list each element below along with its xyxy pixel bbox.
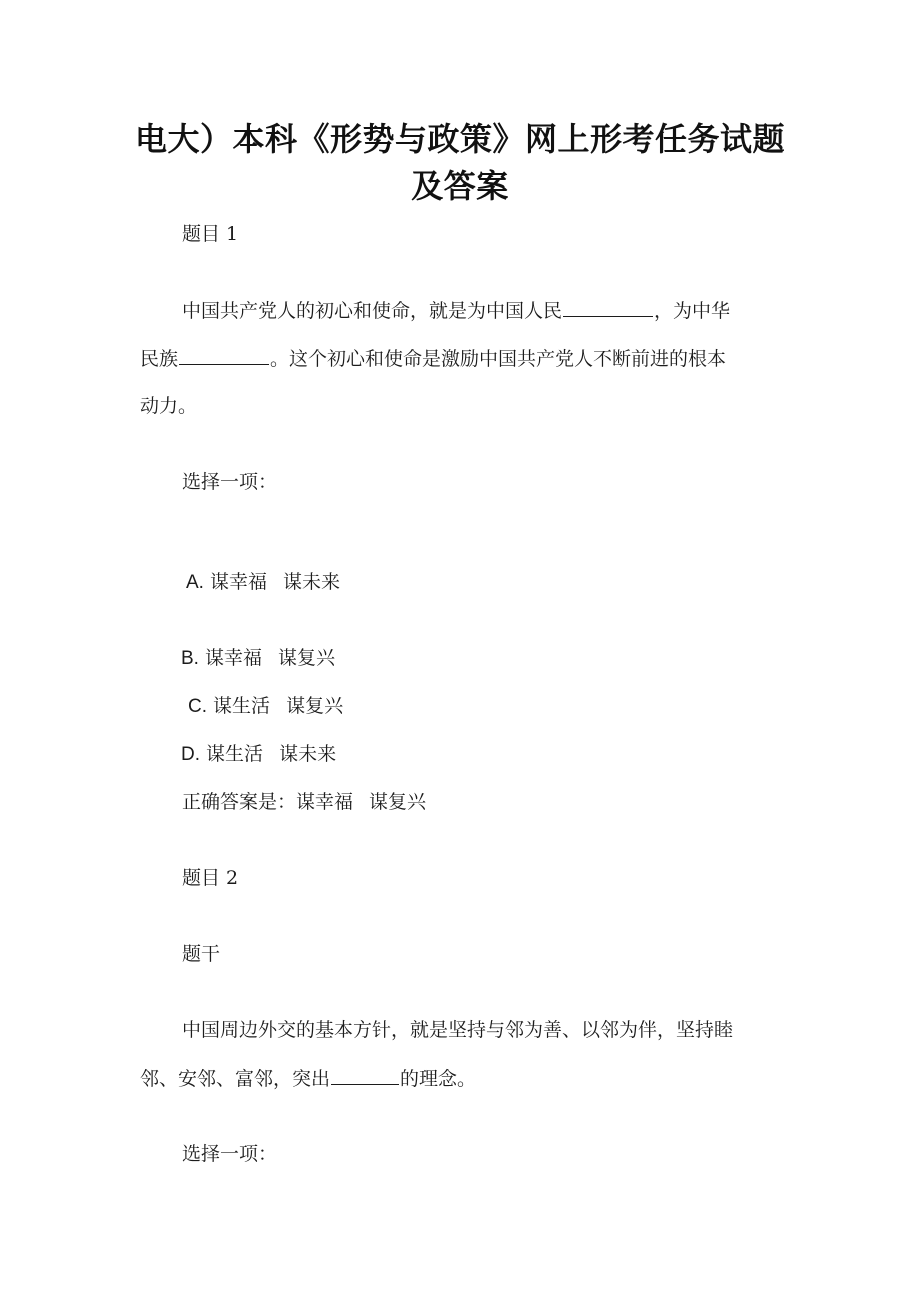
option-text: 谋复兴 <box>278 647 336 669</box>
question-1-stem-text: ，为中华 <box>654 300 731 322</box>
correct-answer-text: 谋复兴 <box>369 791 427 813</box>
option-letter: C. <box>188 696 207 717</box>
question-2-stem-text: 的理念。 <box>400 1068 477 1090</box>
question-2-stem-text: 邻、安邻、富邻，突出 <box>140 1068 331 1090</box>
question-1-option-d <box>181 740 336 769</box>
question-1-stem-text: 民族 <box>140 348 179 370</box>
question-1-stem-text: 。这个初心和使命是激励中国共产党人不断前进的根本 <box>270 348 727 370</box>
question-2-prompt-text: 选择一项： <box>182 1143 278 1165</box>
option-text: 谋复兴 <box>286 695 344 717</box>
question-1-option-c <box>188 692 343 721</box>
question-2-prompt <box>182 1140 277 1168</box>
option-letter: A. <box>186 572 204 593</box>
question-1-stem-line-1 <box>182 296 730 325</box>
option-text: 谋生活 <box>213 695 271 717</box>
option-text: 谋幸福 <box>205 647 263 669</box>
question-2-stem-line-1 <box>182 1016 733 1044</box>
question-1-stem-text: 动力。 <box>140 395 198 417</box>
question-2-heading-text: 题目 2 <box>182 867 239 889</box>
question-2-stem-line-2 <box>140 1064 476 1093</box>
question-2-subheading-text: 题干 <box>182 943 221 965</box>
option-text: 谋幸福 <box>210 571 268 593</box>
option-text: 谋生活 <box>206 743 264 765</box>
question-1-heading-text: 题目 1 <box>182 223 239 245</box>
correct-answer-text: 谋幸福 <box>296 791 354 813</box>
option-text: 谋未来 <box>283 571 341 593</box>
option-letter: B. <box>181 648 199 669</box>
question-2-subheading <box>182 940 220 968</box>
question-2-stem-text: 中国周边外交的基本方针，就是坚持与邻为善、以邻为伴，坚持睦 <box>182 1019 734 1041</box>
fill-in-blank <box>331 1064 399 1085</box>
option-text: 谋未来 <box>279 743 337 765</box>
document-title-line-1: 电大）本科《形势与政策》网上形考任务试题 <box>134 120 785 158</box>
question-1-stem-line-3 <box>140 392 197 420</box>
document-title-line-2: 及答案 <box>411 167 509 205</box>
option-letter: D. <box>181 744 200 765</box>
fill-in-blank <box>563 296 653 317</box>
question-1-prompt-text: 选择一项： <box>182 471 278 493</box>
question-1-option-b <box>181 644 335 673</box>
correct-answer-label: 正确答案是： <box>182 791 297 813</box>
question-1-option-a <box>186 568 340 597</box>
question-1-heading <box>182 220 238 248</box>
question-1-stem-line-2 <box>140 344 726 373</box>
fill-in-blank <box>179 344 269 365</box>
question-1-prompt <box>182 468 277 496</box>
question-1-correct-answer <box>182 788 426 816</box>
question-1-stem-text: 中国共产党人的初心和使命，就是为中国人民 <box>182 300 563 322</box>
question-2-heading <box>182 864 238 892</box>
